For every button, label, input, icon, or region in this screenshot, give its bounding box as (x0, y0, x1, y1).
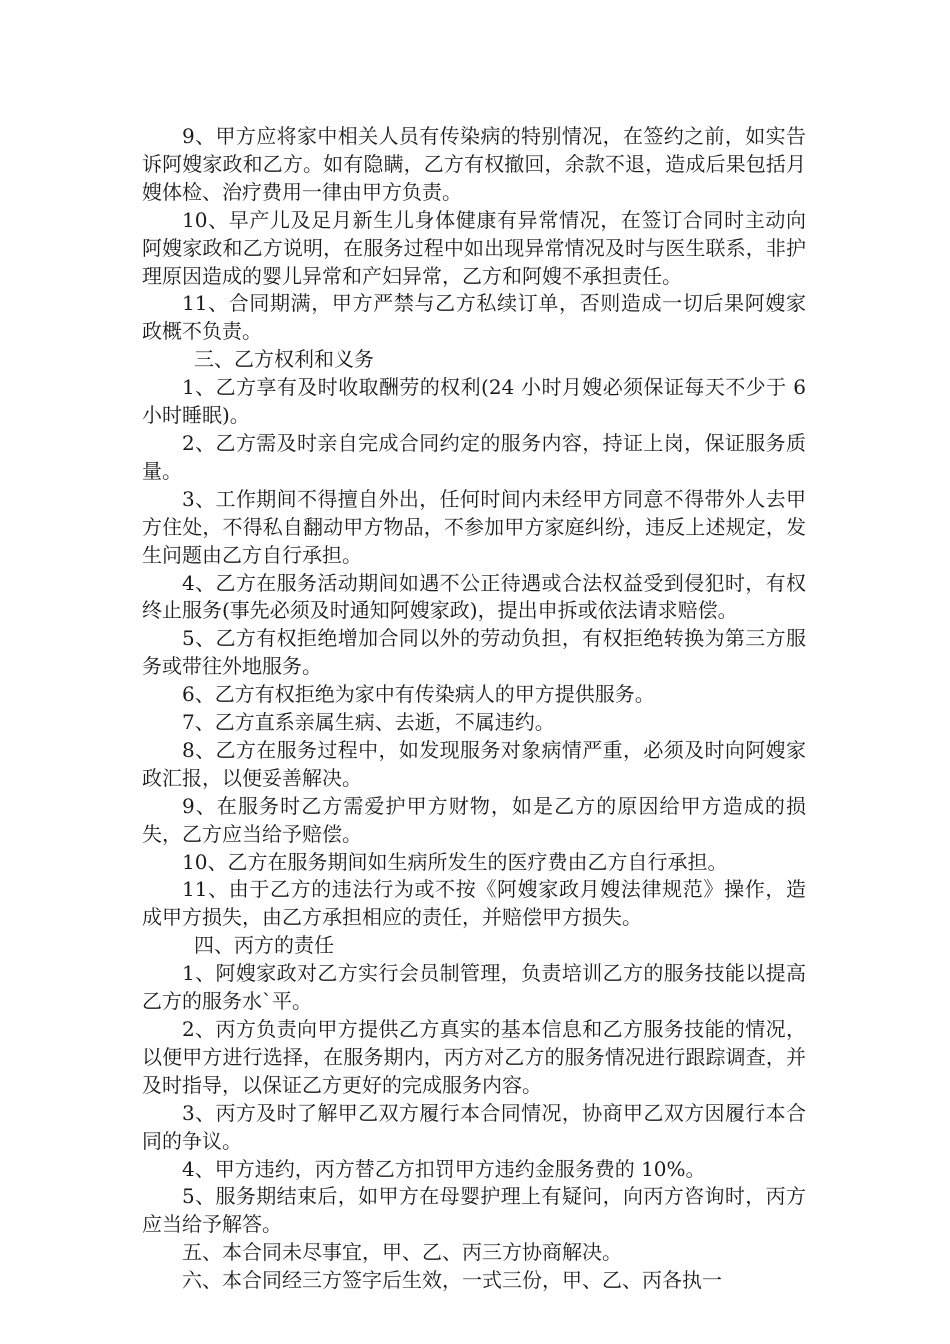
section-heading: 三、乙方权利和义务 (194, 347, 374, 372)
clause-paragraph: 9、甲方应将家中相关人员有传染病的特别情况，在签约之前，如实告诉阿嫂家政和乙方。如有隐瞒，乙方有权撤回，余款不退，造成后果包括月嫂体检、治疗费用一律由甲方负责。 (142, 124, 806, 204)
clause-paragraph: 5、乙方有权拒绝增加合同以外的劳动负担，有权拒绝转换为第三方服务或带往外地服务。 (142, 626, 806, 679)
section-heading: 四、丙方的责任 (194, 933, 334, 958)
clause-paragraph: 8、乙方在服务过程中，如发现服务对象病情严重，必须及时向阿嫂家政汇报，以便妥善解决。 (142, 737, 806, 790)
clause-paragraph: 10、早产儿及足月新生儿身体健康有异常情况，在签订合同时主动向阿嫂家政和乙方说明，在服务过程中如出现异常情况及时与医生联系，非护理原因造成的婴儿异常和产妇异常，乙方和阿嫂不承担责任。 (142, 207, 806, 288)
clause-paragraph: 7、乙方直系亲属生病、去逝，不属违约。 (182, 710, 555, 735)
clause-paragraph: 10、乙方在服务期间如生病所发生的医疗费由乙方自行承担。 (182, 849, 728, 874)
clause-paragraph: 五、本合同未尽事宜，甲、乙、丙三方协商解决。 (182, 1240, 622, 1265)
clause-paragraph: 5、服务期结束后，如甲方在母婴护理上有疑问，向丙方咨询时，丙方应当给予解答。 (142, 1184, 806, 1237)
clause-paragraph: 3、丙方及时了解甲乙双方履行本合同情况，协商甲乙双方因履行本合同的争议。 (142, 1100, 806, 1153)
clause-paragraph: 4、乙方在服务活动期间如遇不公正待遇或合法权益受到侵犯时，有权终止服务(事先必须及时通知阿嫂家政)，提出申拆或依法请求赔偿。 (142, 570, 806, 623)
clause-paragraph: 4、甲方违约，丙方替乙方扣罚甲方违约金服务费的 10%。 (182, 1156, 706, 1181)
clause-paragraph: 9、在服务时乙方需爱护甲方财物，如是乙方的原因给甲方造成的损失，乙方应当给予赔偿。 (142, 793, 806, 846)
clause-paragraph: 1、乙方享有及时收取酬劳的权利(24 小时月嫂必须保证每天不少于 6 小时睡眠)。 (142, 375, 806, 428)
contract-body (142, 123, 806, 1295)
clause-paragraph: 3、工作期间不得擅自外出，任何时间内未经甲方同意不得带外人去甲方住处，不得私自翻动甲方物品，不参加甲方家庭纠纷，违反上述规定，发生问题由乙方自行承担。 (142, 486, 806, 567)
clause-paragraph: 2、丙方负责向甲方提供乙方真实的基本信息和乙方服务技能的情况，以便甲方进行选择，在服务期内，丙方对乙方的服务情况进行跟踪调查，并及时指导，以保证乙方更好的完成服务内容。 (142, 1017, 806, 1097)
clause-paragraph: 11、由于乙方的违法行为或不按《阿嫂家政月嫂法律规范》操作，造成甲方损失，由乙方承担相应的责任，并赔偿甲方损失。 (142, 877, 806, 930)
clause-paragraph: 1、阿嫂家政对乙方实行会员制管理，负责培训乙方的服务技能以提高乙方的服务水`平。 (142, 961, 806, 1014)
clause-paragraph: 六、本合同经三方签字后生效，一式三份，甲、乙、丙各执一 (182, 1268, 722, 1293)
clause-paragraph: 6、乙方有权拒绝为家中有传染病人的甲方提供服务。 (182, 682, 655, 707)
clause-paragraph: 11、合同期满，甲方严禁与乙方私续订单，否则造成一切后果阿嫂家政概不负责。 (142, 291, 806, 344)
clause-paragraph: 2、乙方需及时亲自完成合同约定的服务内容，持证上岗，保证服务质量。 (142, 430, 806, 483)
